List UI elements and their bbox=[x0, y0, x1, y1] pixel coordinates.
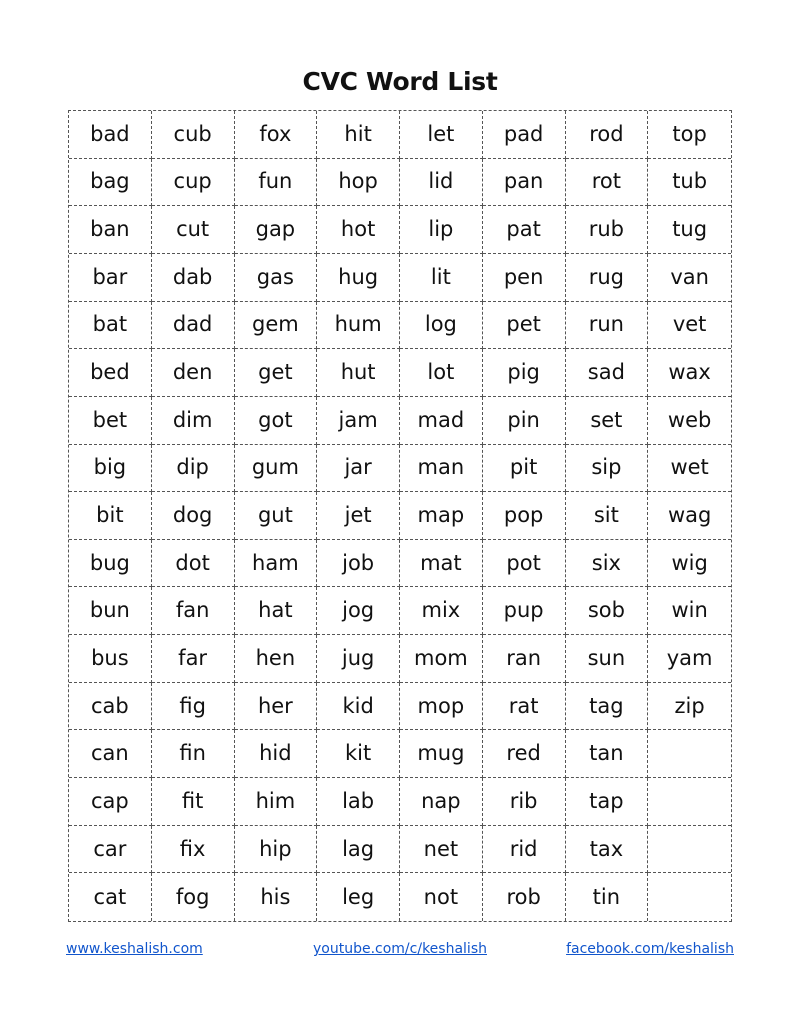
word-cell bbox=[648, 826, 731, 874]
word-cell: hum bbox=[317, 302, 400, 350]
word-cell: wax bbox=[648, 349, 731, 397]
word-cell: dip bbox=[152, 445, 235, 493]
word-cell: six bbox=[566, 540, 649, 588]
word-cell: pit bbox=[483, 445, 566, 493]
word-cell: hit bbox=[317, 111, 400, 159]
word-cell: jet bbox=[317, 492, 400, 540]
word-cell: job bbox=[317, 540, 400, 588]
word-cell: set bbox=[566, 397, 649, 445]
word-cell: big bbox=[69, 445, 152, 493]
word-cell: sad bbox=[566, 349, 649, 397]
word-cell: zip bbox=[648, 683, 731, 731]
word-cell: wag bbox=[648, 492, 731, 540]
word-cell: ban bbox=[69, 206, 152, 254]
word-cell bbox=[648, 730, 731, 778]
word-cell: pad bbox=[483, 111, 566, 159]
word-cell: hug bbox=[317, 254, 400, 302]
word-cell: car bbox=[69, 826, 152, 874]
word-cell: dad bbox=[152, 302, 235, 350]
word-cell: hen bbox=[235, 635, 318, 683]
word-cell: run bbox=[566, 302, 649, 350]
word-cell: fin bbox=[152, 730, 235, 778]
word-cell: lag bbox=[317, 826, 400, 874]
word-cell: tub bbox=[648, 159, 731, 207]
word-cell: him bbox=[235, 778, 318, 826]
word-cell: jog bbox=[317, 587, 400, 635]
word-cell: rat bbox=[483, 683, 566, 731]
word-cell: bar bbox=[69, 254, 152, 302]
word-cell: bad bbox=[69, 111, 152, 159]
word-cell: lip bbox=[400, 206, 483, 254]
word-cell: pan bbox=[483, 159, 566, 207]
word-cell: map bbox=[400, 492, 483, 540]
word-cell: gut bbox=[235, 492, 318, 540]
word-cell: fog bbox=[152, 873, 235, 921]
word-cell: hop bbox=[317, 159, 400, 207]
word-cell: dim bbox=[152, 397, 235, 445]
word-cell: can bbox=[69, 730, 152, 778]
word-cell: mug bbox=[400, 730, 483, 778]
word-cell: hat bbox=[235, 587, 318, 635]
word-cell: far bbox=[152, 635, 235, 683]
word-cell: yam bbox=[648, 635, 731, 683]
word-cell: let bbox=[400, 111, 483, 159]
word-cell: rot bbox=[566, 159, 649, 207]
word-cell: log bbox=[400, 302, 483, 350]
word-cell: cat bbox=[69, 873, 152, 921]
word-cell: den bbox=[152, 349, 235, 397]
word-cell: bug bbox=[69, 540, 152, 588]
word-cell: mom bbox=[400, 635, 483, 683]
word-cell: kit bbox=[317, 730, 400, 778]
page-title: CVC Word List bbox=[302, 67, 498, 96]
word-cell: hip bbox=[235, 826, 318, 874]
word-cell: cap bbox=[69, 778, 152, 826]
word-cell: rob bbox=[483, 873, 566, 921]
word-cell: jam bbox=[317, 397, 400, 445]
word-cell: rid bbox=[483, 826, 566, 874]
word-cell: pig bbox=[483, 349, 566, 397]
word-cell: tug bbox=[648, 206, 731, 254]
word-cell: pop bbox=[483, 492, 566, 540]
word-cell: gem bbox=[235, 302, 318, 350]
word-cell: get bbox=[235, 349, 318, 397]
word-cell: lot bbox=[400, 349, 483, 397]
word-cell: rug bbox=[566, 254, 649, 302]
word-cell: dot bbox=[152, 540, 235, 588]
word-cell: hid bbox=[235, 730, 318, 778]
word-cell: rod bbox=[566, 111, 649, 159]
word-cell: jar bbox=[317, 445, 400, 493]
word-cell: mat bbox=[400, 540, 483, 588]
word-cell: sun bbox=[566, 635, 649, 683]
word-cell: bag bbox=[69, 159, 152, 207]
word-grid bbox=[68, 110, 732, 922]
word-cell: not bbox=[400, 873, 483, 921]
word-cell: bit bbox=[69, 492, 152, 540]
word-cell: bus bbox=[69, 635, 152, 683]
word-cell: leg bbox=[317, 873, 400, 921]
word-cell: vet bbox=[648, 302, 731, 350]
word-cell: got bbox=[235, 397, 318, 445]
word-cell: lid bbox=[400, 159, 483, 207]
word-cell: fox bbox=[235, 111, 318, 159]
word-cell: kid bbox=[317, 683, 400, 731]
word-cell: bun bbox=[69, 587, 152, 635]
website-link[interactable]: www.keshalish.com bbox=[66, 941, 203, 957]
word-cell: tax bbox=[566, 826, 649, 874]
word-cell: gas bbox=[235, 254, 318, 302]
youtube-link[interactable]: youtube.com/c/keshalish bbox=[313, 941, 487, 957]
word-cell: hut bbox=[317, 349, 400, 397]
word-cell: cub bbox=[152, 111, 235, 159]
word-cell: bet bbox=[69, 397, 152, 445]
facebook-link[interactable]: facebook.com/keshalish bbox=[566, 941, 734, 957]
word-cell: ham bbox=[235, 540, 318, 588]
word-cell: sip bbox=[566, 445, 649, 493]
word-cell: her bbox=[235, 683, 318, 731]
word-cell: red bbox=[483, 730, 566, 778]
word-cell: mad bbox=[400, 397, 483, 445]
word-cell: win bbox=[648, 587, 731, 635]
word-cell: gap bbox=[235, 206, 318, 254]
word-cell: bat bbox=[69, 302, 152, 350]
word-cell: his bbox=[235, 873, 318, 921]
word-cell: pot bbox=[483, 540, 566, 588]
word-cell: ran bbox=[483, 635, 566, 683]
word-cell: fig bbox=[152, 683, 235, 731]
word-cell: web bbox=[648, 397, 731, 445]
word-cell: gum bbox=[235, 445, 318, 493]
word-cell: cab bbox=[69, 683, 152, 731]
word-cell: wig bbox=[648, 540, 731, 588]
word-cell: net bbox=[400, 826, 483, 874]
word-cell: mix bbox=[400, 587, 483, 635]
word-cell: sob bbox=[566, 587, 649, 635]
word-cell: dab bbox=[152, 254, 235, 302]
word-cell: pat bbox=[483, 206, 566, 254]
word-cell: hot bbox=[317, 206, 400, 254]
word-cell: pet bbox=[483, 302, 566, 350]
word-cell: rib bbox=[483, 778, 566, 826]
word-cell bbox=[648, 778, 731, 826]
word-cell: cut bbox=[152, 206, 235, 254]
word-cell: dog bbox=[152, 492, 235, 540]
word-cell: wet bbox=[648, 445, 731, 493]
word-cell: lit bbox=[400, 254, 483, 302]
word-cell: pin bbox=[483, 397, 566, 445]
word-cell: pup bbox=[483, 587, 566, 635]
word-cell: fan bbox=[152, 587, 235, 635]
word-cell: cup bbox=[152, 159, 235, 207]
word-cell: fit bbox=[152, 778, 235, 826]
word-cell: top bbox=[648, 111, 731, 159]
word-cell: tin bbox=[566, 873, 649, 921]
word-cell: jug bbox=[317, 635, 400, 683]
word-cell: man bbox=[400, 445, 483, 493]
word-cell: mop bbox=[400, 683, 483, 731]
word-cell: lab bbox=[317, 778, 400, 826]
word-cell bbox=[648, 873, 731, 921]
word-cell: tan bbox=[566, 730, 649, 778]
word-cell: fun bbox=[235, 159, 318, 207]
word-cell: tap bbox=[566, 778, 649, 826]
word-cell: van bbox=[648, 254, 731, 302]
word-cell: tag bbox=[566, 683, 649, 731]
word-cell: sit bbox=[566, 492, 649, 540]
word-cell: rub bbox=[566, 206, 649, 254]
word-cell: bed bbox=[69, 349, 152, 397]
word-cell: pen bbox=[483, 254, 566, 302]
word-cell: fix bbox=[152, 826, 235, 874]
word-cell: nap bbox=[400, 778, 483, 826]
